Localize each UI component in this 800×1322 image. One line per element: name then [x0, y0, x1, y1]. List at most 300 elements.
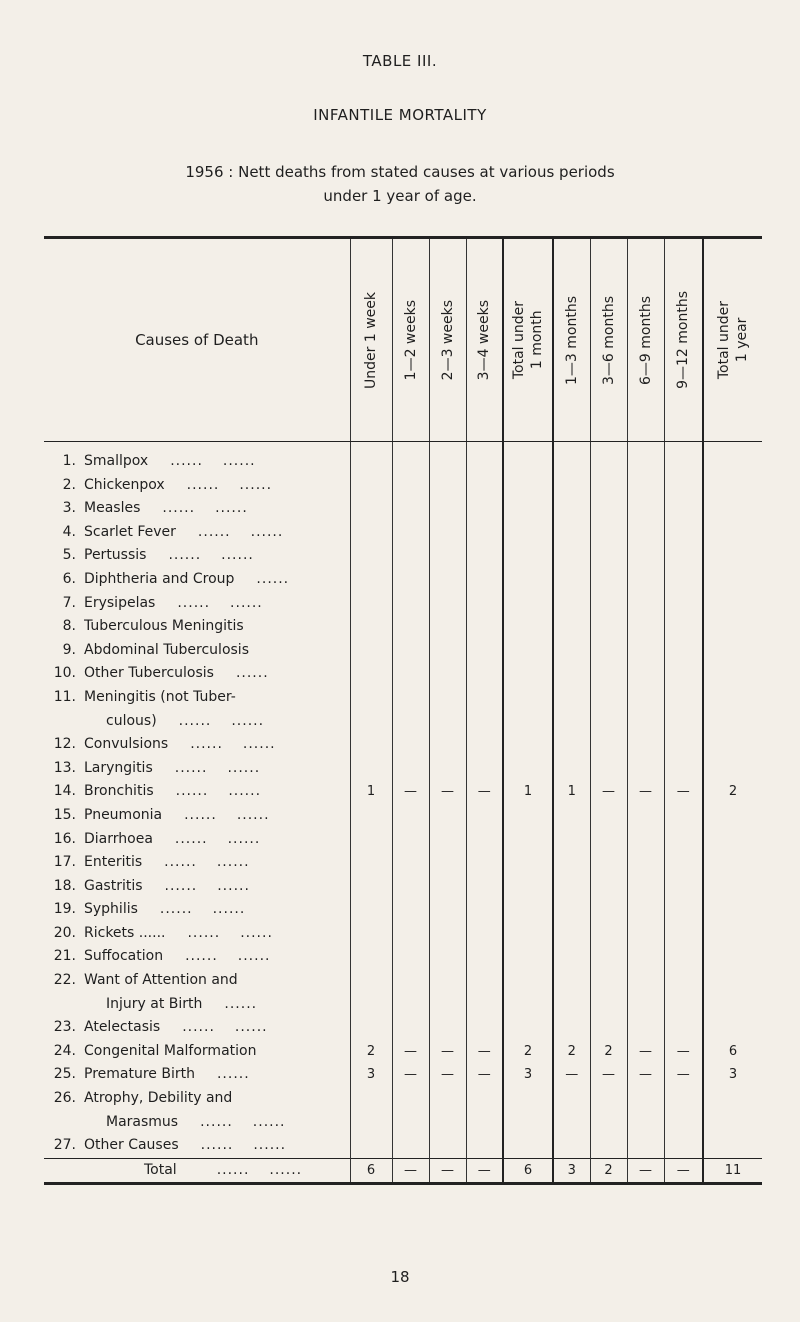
- cause-label: Abdominal Tuberculosis: [84, 641, 249, 658]
- cell-value: —: [392, 1158, 429, 1184]
- leader-dots: ......: [212, 901, 246, 918]
- cell-value: [703, 497, 762, 521]
- cell-value: —: [429, 1158, 466, 1184]
- cause-name: [84, 1063, 350, 1087]
- table-row: [44, 969, 762, 993]
- cell-value: [350, 474, 392, 498]
- cause-name: [84, 1016, 350, 1040]
- row-number: 25.: [53, 1066, 76, 1083]
- leader-dots: ......: [250, 523, 284, 540]
- cause-label: Chickenpox: [84, 476, 165, 493]
- cell-value: [590, 1087, 627, 1111]
- cause-label: Diarrhoea: [84, 830, 153, 847]
- cell-value: [503, 474, 553, 498]
- cause-label: Injury at Birth: [106, 995, 203, 1012]
- cell-value: [590, 521, 627, 545]
- cell-value: [627, 568, 664, 592]
- cause-name: [84, 804, 350, 828]
- cell-value: [429, 639, 466, 663]
- cell-value: [553, 851, 590, 875]
- cell-value: [553, 828, 590, 852]
- cell-value: [703, 969, 762, 993]
- cause-name: [84, 969, 350, 993]
- leader-dots: ......: [170, 453, 203, 469]
- cause-name: [84, 710, 350, 734]
- col-header-1-3-months: 1—3 months: [553, 238, 590, 442]
- table-row: [44, 993, 762, 1017]
- cell-value: [664, 544, 703, 568]
- total-row: [44, 1158, 762, 1184]
- cell-value: [703, 568, 762, 592]
- cause-name: [84, 733, 350, 757]
- cell-value: [429, 898, 466, 922]
- col-header-cause: Causes of Death: [44, 238, 350, 442]
- cell-value: [466, 969, 503, 993]
- cell-value: [553, 521, 590, 545]
- cell-value: [466, 442, 503, 474]
- cause-label: Atrophy, Debility and: [84, 1090, 233, 1107]
- cell-value: [590, 757, 627, 781]
- cell-value: [350, 521, 392, 545]
- cell-value: [350, 804, 392, 828]
- leader-dots: ......: [252, 1113, 286, 1130]
- cell-value: [553, 474, 590, 498]
- table-row: [44, 568, 762, 592]
- cell-value: [627, 1111, 664, 1135]
- cell-value: [553, 497, 590, 521]
- cell-value: [350, 710, 392, 734]
- cell-value: [590, 592, 627, 616]
- cause-name: [84, 875, 350, 899]
- subtitle-line-2: under 1 year of age.: [323, 187, 477, 205]
- cell-value: [590, 828, 627, 852]
- cell-value: [429, 544, 466, 568]
- cell-value: [627, 969, 664, 993]
- cell-value: [664, 497, 703, 521]
- cell-value: [503, 592, 553, 616]
- cell-value: [627, 828, 664, 852]
- cell-value: [392, 993, 429, 1017]
- cause-name: [84, 592, 350, 616]
- cell-value: [392, 945, 429, 969]
- leader-dots: ......: [174, 830, 208, 847]
- table-row: [44, 898, 762, 922]
- leader-dots: ......: [177, 594, 211, 611]
- row-number: 1.: [62, 453, 76, 469]
- cell-value: [392, 851, 429, 875]
- row-number: 26.: [53, 1090, 76, 1107]
- cell-value: [664, 969, 703, 993]
- cell-value: [466, 804, 503, 828]
- cell-value: [590, 922, 627, 946]
- cause-name: [84, 1134, 350, 1158]
- table-row: [44, 804, 762, 828]
- table-row: [44, 1016, 762, 1040]
- cell-value: [553, 568, 590, 592]
- cell-value: [429, 851, 466, 875]
- cell-value: [590, 710, 627, 734]
- cell-value: —: [590, 1063, 627, 1087]
- leader-dots: ......: [178, 712, 212, 729]
- cell-value: [590, 945, 627, 969]
- cell-value: [553, 686, 590, 710]
- leader-dots: ......: [168, 547, 202, 564]
- cell-value: [466, 898, 503, 922]
- cell-value: 3: [553, 1158, 590, 1184]
- row-number: [44, 1158, 84, 1184]
- cell-value: [392, 1016, 429, 1040]
- leader-dots: ......: [234, 1019, 268, 1036]
- cell-value: [392, 898, 429, 922]
- cell-value: [664, 733, 703, 757]
- cell-value: [553, 898, 590, 922]
- subtitle: [0, 160, 800, 208]
- row-number: 17.: [53, 854, 76, 871]
- cell-value: [429, 922, 466, 946]
- cell-value: [350, 969, 392, 993]
- cell-value: [627, 922, 664, 946]
- leader-dots: ......: [221, 547, 254, 564]
- cause-name: [84, 993, 350, 1017]
- cause-name: [84, 1111, 350, 1135]
- leader-dots: ......: [162, 500, 196, 517]
- cell-value: [466, 474, 503, 498]
- cell-value: [627, 733, 664, 757]
- cell-value: [503, 945, 553, 969]
- cell-value: [503, 686, 553, 710]
- cell-value: [664, 898, 703, 922]
- cell-value: [350, 592, 392, 616]
- cell-value: [503, 757, 553, 781]
- cell-value: [429, 804, 466, 828]
- cell-value: [392, 757, 429, 781]
- cell-value: [664, 474, 703, 498]
- cell-value: [703, 945, 762, 969]
- cell-value: [503, 922, 553, 946]
- cell-value: [553, 662, 590, 686]
- cell-value: [703, 474, 762, 498]
- cell-value: [350, 757, 392, 781]
- cell-value: [392, 875, 429, 899]
- cause-label: Marasmus: [106, 1113, 179, 1130]
- cause-name: [84, 851, 350, 875]
- cell-value: [350, 544, 392, 568]
- cell-value: [392, 497, 429, 521]
- cell-value: [664, 686, 703, 710]
- cell-value: [429, 757, 466, 781]
- cell-value: [553, 442, 590, 474]
- cell-value: [553, 733, 590, 757]
- cell-value: [429, 497, 466, 521]
- leader-dots: ......: [235, 665, 269, 682]
- cell-value: [627, 521, 664, 545]
- cell-value: [503, 1087, 553, 1111]
- cell-value: —: [664, 1063, 703, 1087]
- row-number: 12.: [53, 736, 76, 753]
- cell-value: [429, 945, 466, 969]
- cause-name: [84, 757, 350, 781]
- cell-value: [466, 544, 503, 568]
- cell-value: [429, 662, 466, 686]
- cell-value: [503, 1111, 553, 1135]
- cell-value: [590, 474, 627, 498]
- cell-value: [429, 474, 466, 498]
- cause-label: Rickets ......: [84, 924, 166, 941]
- cell-value: [590, 733, 627, 757]
- row-number: 3.: [62, 500, 76, 517]
- row-number: 21.: [53, 948, 76, 965]
- cell-value: [350, 568, 392, 592]
- cell-value: [392, 544, 429, 568]
- cell-value: [503, 898, 553, 922]
- cell-value: [590, 662, 627, 686]
- cell-value: [466, 993, 503, 1017]
- cell-value: —: [664, 780, 703, 804]
- table-row: [44, 474, 762, 498]
- cell-value: [429, 442, 466, 474]
- cell-value: [627, 474, 664, 498]
- cause-name: [84, 922, 350, 946]
- cause-name: [84, 442, 350, 474]
- cause-name: [84, 1158, 350, 1184]
- cell-value: [627, 639, 664, 663]
- cell-value: [703, 544, 762, 568]
- cell-value: [553, 1134, 590, 1158]
- cell-value: [466, 757, 503, 781]
- leader-dots: ......: [187, 924, 221, 941]
- cell-value: [350, 1111, 392, 1135]
- cell-value: [466, 662, 503, 686]
- row-number: 22.: [53, 972, 76, 989]
- cause-name: [84, 945, 350, 969]
- cell-value: [429, 1134, 466, 1158]
- cell-value: [392, 568, 429, 592]
- cell-value: [429, 1111, 466, 1135]
- leader-dots: ......: [230, 594, 263, 611]
- cause-label: Erysipelas: [84, 594, 156, 611]
- col-header-1-2-weeks: 1—2 weeks: [392, 238, 429, 442]
- cell-value: [350, 442, 392, 474]
- cause-label: Scarlet Fever: [84, 523, 176, 540]
- cause-label: culous): [106, 712, 157, 729]
- cell-value: —: [466, 1040, 503, 1064]
- leader-dots: ......: [186, 476, 220, 493]
- cell-value: [553, 945, 590, 969]
- cell-value: [703, 662, 762, 686]
- cell-value: —: [590, 780, 627, 804]
- row-number: 13.: [53, 759, 76, 776]
- row-number: 11.: [53, 688, 76, 705]
- cause-name: [84, 544, 350, 568]
- row-number: 18.: [53, 877, 76, 894]
- cell-value: [590, 1016, 627, 1040]
- cell-value: [703, 828, 762, 852]
- cell-value: [350, 898, 392, 922]
- cell-value: [703, 851, 762, 875]
- cell-value: [392, 1087, 429, 1111]
- cell-value: [703, 875, 762, 899]
- cell-value: [627, 544, 664, 568]
- cell-value: [703, 615, 762, 639]
- table-row: [44, 497, 762, 521]
- cell-value: [466, 733, 503, 757]
- cell-value: —: [664, 1040, 703, 1064]
- leader-dots: ......: [197, 523, 231, 540]
- cause-name: [84, 474, 350, 498]
- cell-value: [703, 1087, 762, 1111]
- cell-value: [553, 1016, 590, 1040]
- cell-value: [350, 945, 392, 969]
- cause-label: Suffocation: [84, 948, 164, 965]
- row-number: 20.: [53, 924, 76, 941]
- cell-value: [392, 969, 429, 993]
- cell-value: —: [627, 1063, 664, 1087]
- cause-label: Congenital Malformation: [84, 1042, 257, 1059]
- cause-name: [84, 1040, 350, 1064]
- cell-value: [503, 969, 553, 993]
- leader-dots: ......: [164, 877, 198, 894]
- cell-value: [553, 592, 590, 616]
- cell-value: —: [466, 1063, 503, 1087]
- page-number: 18: [390, 1268, 410, 1286]
- cause-name: [84, 568, 350, 592]
- col-header-3-4-weeks: 3—4 weeks: [466, 238, 503, 442]
- cell-value: [590, 1111, 627, 1135]
- cell-value: [350, 497, 392, 521]
- cause-label: Tuberculous Meningitis: [84, 618, 244, 635]
- cell-value: [429, 733, 466, 757]
- cause-label: Pneumonia: [84, 806, 163, 823]
- cause-name: [84, 615, 350, 639]
- cell-value: [703, 993, 762, 1017]
- cell-value: [664, 615, 703, 639]
- cause-label: Want of Attention and: [84, 972, 238, 989]
- leader-dots: ......: [236, 806, 270, 823]
- row-number: 23.: [53, 1019, 76, 1036]
- cell-value: [350, 875, 392, 899]
- cell-value: [703, 1111, 762, 1135]
- cell-value: [392, 662, 429, 686]
- cell-value: [392, 474, 429, 498]
- cell-value: [392, 733, 429, 757]
- cell-value: [553, 1087, 590, 1111]
- table-row: [44, 1087, 762, 1111]
- cause-name: [84, 639, 350, 663]
- cell-value: [627, 1016, 664, 1040]
- cell-value: [627, 804, 664, 828]
- cell-value: [466, 945, 503, 969]
- cause-label: Meningitis (not Tuber-: [84, 688, 236, 705]
- leader-dots: ......: [164, 854, 197, 871]
- cell-value: [627, 898, 664, 922]
- cell-value: [350, 1016, 392, 1040]
- cell-value: [466, 875, 503, 899]
- table-row: [44, 639, 762, 663]
- cell-value: [664, 922, 703, 946]
- table-row: [44, 733, 762, 757]
- cell-value: 2: [728, 784, 738, 800]
- col-header-total-under-1-year: Total under 1 year: [703, 238, 762, 442]
- cell-value: [590, 568, 627, 592]
- row-number: 6.: [62, 570, 76, 587]
- cause-label: Syphilis: [84, 901, 138, 918]
- cell-value: [590, 544, 627, 568]
- table-row: [44, 1134, 762, 1158]
- cell-value: [429, 686, 466, 710]
- cell-value: [703, 521, 762, 545]
- cell-value: [392, 804, 429, 828]
- cell-value: [503, 1016, 553, 1040]
- cell-value: [392, 615, 429, 639]
- cell-value: 6: [503, 1158, 553, 1184]
- cell-value: [627, 615, 664, 639]
- table-number: TABLE III.: [362, 52, 438, 70]
- cell-value: [664, 1111, 703, 1135]
- leader-dots: ......: [200, 1113, 233, 1130]
- cell-value: [590, 497, 627, 521]
- cell-value: [466, 922, 503, 946]
- cell-value: [664, 804, 703, 828]
- cell-value: [703, 1134, 762, 1158]
- cell-value: —: [392, 1040, 429, 1064]
- cell-value: [503, 993, 553, 1017]
- cell-value: [350, 733, 392, 757]
- cell-value: [503, 521, 553, 545]
- leader-dots: ......: [227, 759, 261, 776]
- cell-value: [429, 710, 466, 734]
- cause-label: Gastritis: [84, 877, 143, 894]
- table-row: [44, 875, 762, 899]
- cause-name: [84, 828, 350, 852]
- leader-dots: ......: [190, 736, 223, 753]
- cell-value: [503, 615, 553, 639]
- cell-value: [590, 993, 627, 1017]
- cell-value: [590, 639, 627, 663]
- col-header-3-6-months: 3—6 months: [590, 238, 627, 442]
- cell-value: [590, 969, 627, 993]
- cell-value: [703, 1016, 762, 1040]
- cell-value: [553, 969, 590, 993]
- cell-value: [703, 757, 762, 781]
- cell-value: [590, 804, 627, 828]
- table-row: [44, 1111, 762, 1135]
- cell-value: [664, 1087, 703, 1111]
- cell-value: [466, 1111, 503, 1135]
- row-number: 4.: [62, 523, 76, 540]
- cell-value: [466, 639, 503, 663]
- cell-value: —: [627, 1158, 664, 1184]
- leader-dots: ......: [174, 759, 208, 776]
- cell-value: —: [627, 1040, 664, 1064]
- cell-value: [664, 568, 703, 592]
- cell-value: [664, 639, 703, 663]
- row-number: 5.: [62, 547, 76, 564]
- leader-dots: ......: [228, 783, 262, 800]
- cell-value: [590, 615, 627, 639]
- cell-value: 3: [728, 1067, 738, 1083]
- table-row: [44, 1063, 762, 1087]
- leader-dots: ......: [253, 1137, 287, 1154]
- row-number: 2.: [62, 476, 76, 493]
- cause-name: [84, 898, 350, 922]
- table-row: [44, 945, 762, 969]
- cell-value: [466, 592, 503, 616]
- cell-value: [350, 1134, 392, 1158]
- col-header-total-under-1-month: Total under 1 month: [503, 238, 553, 442]
- cell-value: [466, 497, 503, 521]
- cell-value: [590, 875, 627, 899]
- table-row: [44, 828, 762, 852]
